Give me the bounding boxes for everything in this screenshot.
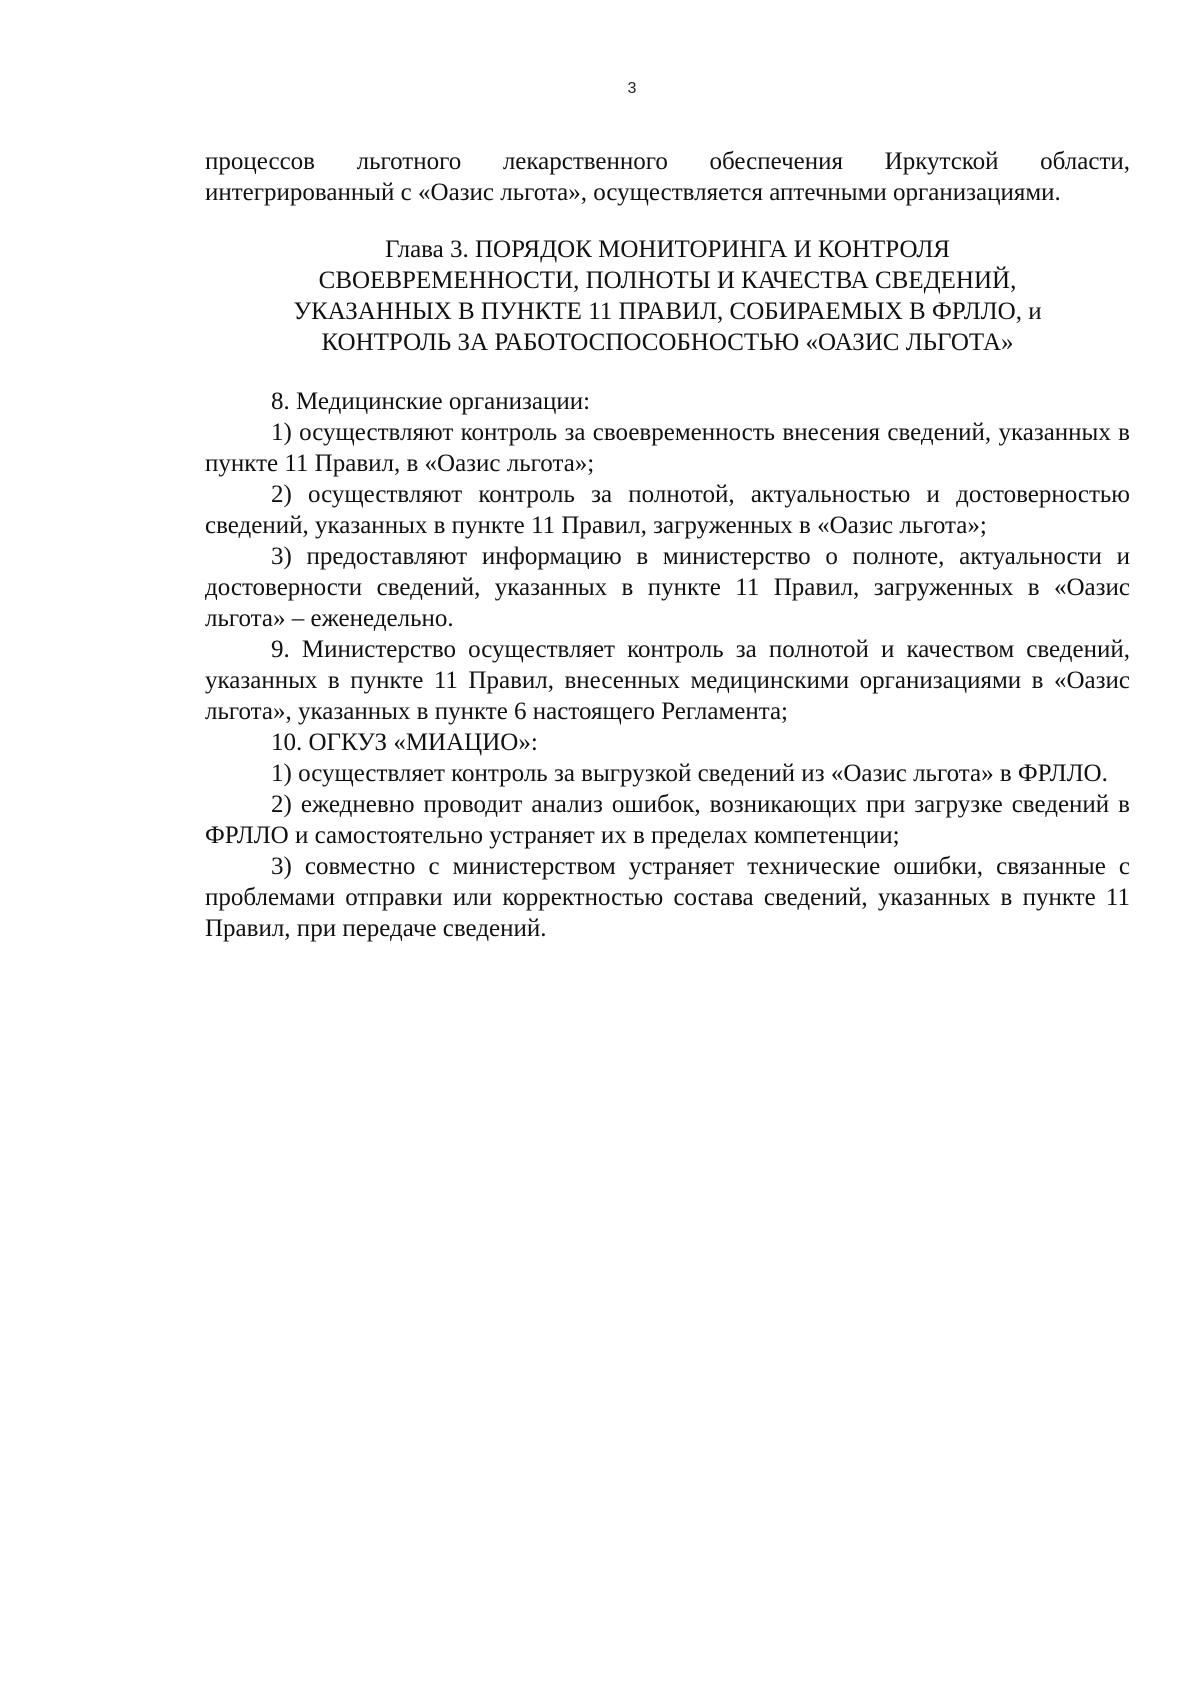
document-body bbox=[205, 146, 1130, 944]
section-9-paragraph: 9. Министерство осуществляет контроль за полнотой и качеством сведений, указанных в пункте 11 Правил, внесенных медицинскими организациями в «Оазис льгота», указанных в пункте 6 настоящего Регламента; bbox=[205, 636, 1130, 725]
section-10-item-2: 2) ежедневно проводит анализ ошибок, возникающих при загрузке сведений в ФРЛЛО и самостоятельно устраняет их в пределах компетенции; bbox=[205, 791, 1130, 849]
heading-line-4: КОНТРОЛЬ ЗА РАБОТОСПОСОБНОСТЬЮ «ОАЗИС ЛЬГОТА» bbox=[321, 329, 1014, 356]
heading-line-1: Глава 3. ПОРЯДОК МОНИТОРИНГА И КОНТРОЛЯ bbox=[385, 236, 950, 263]
intro-paragraph: процессов льготного лекарственного обеспечения Иркутской области, интегрированный с «Оазис льгота», осуществляется аптечными организациями. bbox=[205, 148, 1130, 206]
page-number: 3 bbox=[627, 80, 637, 97]
section-8-title: 8. Медицинские организации: bbox=[271, 388, 591, 415]
section-8-item-2: 2) осуществляют контроль за полнотой, актуальностью и достоверностью сведений, указанных в пункте 11 Правил, загруженных в «Оазис льгота»; bbox=[205, 481, 1130, 539]
section-10-title: 10. ОГКУЗ «МИАЦИО»: bbox=[271, 729, 538, 756]
section-8-item-3: 3) предоставляют информацию в министерство о полноте, актуальности и достоверности сведений, указанных в пункте 11 Правил, загруженных в «Оазис льгота» – еженедельно. bbox=[205, 543, 1130, 632]
chapter-heading bbox=[205, 234, 1130, 358]
heading-line-2: СВОЕВРЕМЕННОСТИ, ПОЛНОТЫ И КАЧЕСТВА СВЕДЕНИЙ, bbox=[318, 267, 1017, 294]
section-8-item-1: 1) осуществляют контроль за своевременность внесения сведений, указанных в пункте 11 Правил, в «Оазис льгота»; bbox=[205, 419, 1130, 477]
section-10-item-1: 1) осуществляет контроль за выгрузкой сведений из «Оазис льгота» в ФРЛЛО. bbox=[271, 760, 1108, 787]
heading-line-3: УКАЗАННЫХ В ПУНКТЕ 11 ПРАВИЛ, СОБИРАЕМЫХ В ФРЛЛО, и bbox=[293, 298, 1042, 325]
section-10-item-3: 3) совместно с министерством устраняет технические ошибки, связанные с проблемами отправки или корректностью состава сведений, указанных в пункте 11 Правил, при передаче сведений. bbox=[205, 853, 1130, 942]
